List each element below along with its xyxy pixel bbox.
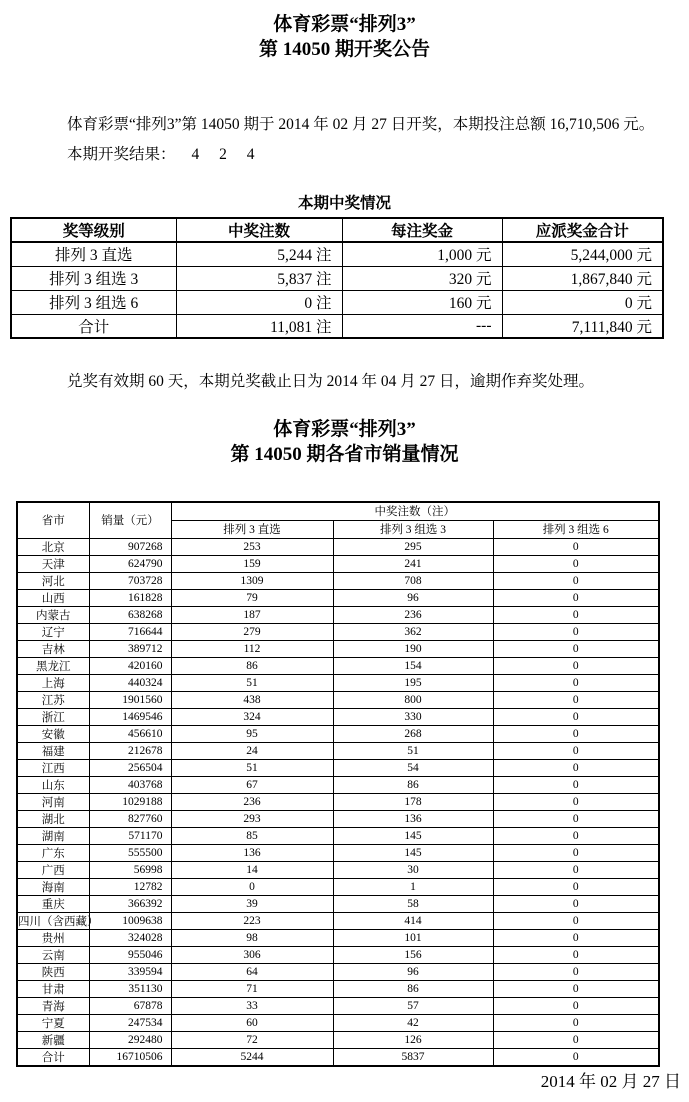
cell-zhixuan-count: 136 [171, 844, 333, 861]
sales-section-title [0, 417, 689, 467]
cell-zuxuan6-count: 0 [493, 572, 659, 589]
cell-zuxuan6-count: 0 [493, 878, 659, 895]
cell-zuxuan3-count: 241 [333, 555, 493, 572]
cell-zuxuan6-count: 0 [493, 674, 659, 691]
cell-sales-amount: 256504 [89, 759, 171, 776]
cell-zhixuan-count: 5244 [171, 1048, 333, 1066]
cell-sales-amount: 16710506 [89, 1048, 171, 1066]
cell-zuxuan3-count: 58 [333, 895, 493, 912]
cell-province: 甘肃 [17, 980, 89, 997]
cell-zuxuan6-count: 0 [493, 640, 659, 657]
cell-zuxuan6-count: 0 [493, 691, 659, 708]
cell-zhixuan-count: 39 [171, 895, 333, 912]
cell-zuxuan3-count: 145 [333, 827, 493, 844]
cell-zuxuan3-count: 51 [333, 742, 493, 759]
cell-zuxuan6-count: 0 [493, 1031, 659, 1048]
cell-zuxuan6-count: 0 [493, 810, 659, 827]
cell-prize-per-bet: --- [342, 314, 502, 338]
prize-table-row [11, 242, 663, 266]
cell-sales-amount: 1029188 [89, 793, 171, 810]
prize-table-header-row [11, 218, 663, 242]
cell-zuxuan3-count: 86 [333, 980, 493, 997]
sales-table-row [17, 929, 659, 946]
cell-sales-amount: 1469546 [89, 708, 171, 725]
sales-table-row [17, 776, 659, 793]
cell-sales-amount: 703728 [89, 572, 171, 589]
col-header-total-payout: 应派奖金合计 [502, 218, 663, 242]
page-title [0, 0, 689, 62]
title-line-1: 体育彩票“排列3” [273, 14, 416, 35]
cell-zuxuan6-count: 0 [493, 623, 659, 640]
cell-zuxuan6-count: 0 [493, 912, 659, 929]
cell-province: 重庆 [17, 895, 89, 912]
sales-table-row [17, 759, 659, 776]
cell-zhixuan-count: 279 [171, 623, 333, 640]
sales-table-row [17, 861, 659, 878]
sales-table-row [17, 946, 659, 963]
prize-table-row [11, 266, 663, 290]
cell-zuxuan6-count: 0 [493, 776, 659, 793]
sales-table [16, 501, 660, 1067]
cell-province: 吉林 [17, 640, 89, 657]
cell-zhixuan-count: 51 [171, 674, 333, 691]
sales-table-row [17, 640, 659, 657]
cell-zuxuan3-count: 42 [333, 1014, 493, 1031]
cell-prize-level: 合计 [11, 314, 176, 338]
cell-zuxuan3-count: 57 [333, 997, 493, 1014]
cell-zhixuan-count: 67 [171, 776, 333, 793]
cell-zhixuan-count: 159 [171, 555, 333, 572]
cell-zuxuan3-count: 145 [333, 844, 493, 861]
cell-zuxuan6-count: 0 [493, 759, 659, 776]
cell-total-payout: 1,867,840 元 [502, 266, 663, 290]
cell-zuxuan3-count: 126 [333, 1031, 493, 1048]
sales-table-row [17, 963, 659, 980]
cell-win-count: 5,244 注 [176, 242, 342, 266]
cell-zuxuan3-count: 330 [333, 708, 493, 725]
cell-zhixuan-count: 85 [171, 827, 333, 844]
sales-title-line-1: 体育彩票“排列3” [273, 419, 416, 440]
cell-zhixuan-count: 98 [171, 929, 333, 946]
sales-table-row [17, 1031, 659, 1048]
cell-prize-level: 排列 3 组选 6 [11, 290, 176, 314]
sales-table-row [17, 708, 659, 725]
cell-zuxuan3-count: 96 [333, 963, 493, 980]
cell-sales-amount: 351130 [89, 980, 171, 997]
cell-province: 河南 [17, 793, 89, 810]
cell-province: 北京 [17, 538, 89, 555]
cell-prize-per-bet: 1,000 元 [342, 242, 502, 266]
sales-table-header-row-1 [17, 502, 659, 520]
cell-sales-amount: 638268 [89, 606, 171, 623]
cell-zhixuan-count: 187 [171, 606, 333, 623]
cell-zhixuan-count: 14 [171, 861, 333, 878]
cell-zuxuan3-count: 154 [333, 657, 493, 674]
sales-table-row [17, 895, 659, 912]
cell-zhixuan-count: 95 [171, 725, 333, 742]
col-header-prize-per-bet: 每注奖金 [342, 218, 502, 242]
cell-sales-amount: 827760 [89, 810, 171, 827]
cell-prize-per-bet: 160 元 [342, 290, 502, 314]
cell-zuxuan6-count: 0 [493, 589, 659, 606]
cell-sales-amount: 420160 [89, 657, 171, 674]
cell-zhixuan-count: 79 [171, 589, 333, 606]
intro-paragraph: 体育彩票“排列3”第 14050 期于 2014 年 02 月 27 日开奖，本期投注总额 16,710,506 元。 [67, 116, 655, 133]
cell-zuxuan6-count: 0 [493, 946, 659, 963]
validity-note: 兑奖有效期 60 天，本期兑奖截止日为 2014 年 04 月 27 日，逾期作弃奖处理。 [67, 373, 595, 390]
sales-table-row [17, 538, 659, 555]
cell-zuxuan3-count: 190 [333, 640, 493, 657]
cell-zuxuan6-count: 0 [493, 657, 659, 674]
cell-zuxuan3-count: 156 [333, 946, 493, 963]
cell-province: 山西 [17, 589, 89, 606]
cell-zhixuan-count: 0 [171, 878, 333, 895]
cell-sales-amount: 403768 [89, 776, 171, 793]
cell-zuxuan6-count: 0 [493, 538, 659, 555]
cell-province: 辽宁 [17, 623, 89, 640]
cell-zuxuan6-count: 0 [493, 844, 659, 861]
draw-result-label: 本期开奖结果： [67, 146, 176, 163]
cell-sales-amount: 324028 [89, 929, 171, 946]
sales-table-row [17, 793, 659, 810]
cell-zuxuan6-count: 0 [493, 1014, 659, 1031]
cell-province: 广西 [17, 861, 89, 878]
cell-sales-amount: 161828 [89, 589, 171, 606]
cell-zuxuan6-count: 0 [493, 606, 659, 623]
title-line-2: 第 14050 期开奖公告 [258, 39, 430, 60]
cell-prize-per-bet: 320 元 [342, 266, 502, 290]
cell-zuxuan3-count: 708 [333, 572, 493, 589]
cell-province: 河北 [17, 572, 89, 589]
draw-result-line [0, 140, 689, 170]
cell-zhixuan-count: 1309 [171, 572, 333, 589]
sales-table-row [17, 725, 659, 742]
sales-table-row [17, 589, 659, 606]
cell-zuxuan3-count: 1 [333, 878, 493, 895]
cell-province: 上海 [17, 674, 89, 691]
prize-table-caption: 本期中奖情况 [297, 195, 391, 212]
cell-sales-amount: 67878 [89, 997, 171, 1014]
cell-sales-amount: 12782 [89, 878, 171, 895]
prize-table-row [11, 314, 663, 338]
sales-table-row [17, 606, 659, 623]
cell-sales-amount: 212678 [89, 742, 171, 759]
cell-province: 贵州 [17, 929, 89, 946]
cell-zuxuan3-count: 295 [333, 538, 493, 555]
sales-table-row [17, 742, 659, 759]
col-header-sales: 销量（元） [89, 502, 171, 538]
col-header-province: 省市 [17, 502, 89, 538]
prize-table-row [11, 290, 663, 314]
sales-table-row [17, 691, 659, 708]
cell-win-count: 0 注 [176, 290, 342, 314]
cell-sales-amount: 247534 [89, 1014, 171, 1031]
cell-zuxuan3-count: 195 [333, 674, 493, 691]
cell-zhixuan-count: 438 [171, 691, 333, 708]
cell-zhixuan-count: 293 [171, 810, 333, 827]
cell-zuxuan3-count: 30 [333, 861, 493, 878]
cell-zuxuan3-count: 101 [333, 929, 493, 946]
sales-table-row [17, 844, 659, 861]
footer-date: 2014 年 02 月 27 日 [540, 1071, 681, 1091]
draw-result-value: 4 2 4 [191, 146, 263, 163]
cell-province: 陕西 [17, 963, 89, 980]
cell-zhixuan-count: 86 [171, 657, 333, 674]
cell-zuxuan3-count: 54 [333, 759, 493, 776]
sales-table-row [17, 674, 659, 691]
cell-zuxuan6-count: 0 [493, 861, 659, 878]
cell-sales-amount: 716644 [89, 623, 171, 640]
cell-zhixuan-count: 236 [171, 793, 333, 810]
sales-table-row [17, 878, 659, 895]
cell-prize-level: 排列 3 组选 3 [11, 266, 176, 290]
cell-sales-amount: 389712 [89, 640, 171, 657]
cell-province: 海南 [17, 878, 89, 895]
cell-zhixuan-count: 60 [171, 1014, 333, 1031]
cell-sales-amount: 456610 [89, 725, 171, 742]
cell-province: 广东 [17, 844, 89, 861]
cell-sales-amount: 56998 [89, 861, 171, 878]
cell-sales-amount: 339594 [89, 963, 171, 980]
cell-sales-amount: 1009638 [89, 912, 171, 929]
cell-sales-amount: 440324 [89, 674, 171, 691]
cell-zuxuan3-count: 414 [333, 912, 493, 929]
cell-total-payout: 5,244,000 元 [502, 242, 663, 266]
cell-zhixuan-count: 64 [171, 963, 333, 980]
cell-province: 江西 [17, 759, 89, 776]
sales-table-row [17, 657, 659, 674]
sales-table-row [17, 997, 659, 1014]
cell-zuxuan6-count: 0 [493, 827, 659, 844]
cell-zuxuan3-count: 136 [333, 810, 493, 827]
cell-zuxuan6-count: 0 [493, 742, 659, 759]
sales-table-row [17, 1048, 659, 1066]
cell-province: 合计 [17, 1048, 89, 1066]
cell-win-count: 11,081 注 [176, 314, 342, 338]
cell-zuxuan6-count: 0 [493, 997, 659, 1014]
cell-zhixuan-count: 71 [171, 980, 333, 997]
cell-province: 浙江 [17, 708, 89, 725]
cell-zhixuan-count: 112 [171, 640, 333, 657]
cell-zhixuan-count: 223 [171, 912, 333, 929]
cell-province: 内蒙古 [17, 606, 89, 623]
cell-zuxuan3-count: 86 [333, 776, 493, 793]
cell-sales-amount: 1901560 [89, 691, 171, 708]
col-header-prize-level: 奖等级别 [11, 218, 176, 242]
cell-total-payout: 7,111,840 元 [502, 314, 663, 338]
cell-province: 安徽 [17, 725, 89, 742]
cell-province: 湖南 [17, 827, 89, 844]
cell-sales-amount: 555500 [89, 844, 171, 861]
sales-table-row [17, 572, 659, 589]
sales-table-row [17, 980, 659, 997]
sales-table-row [17, 810, 659, 827]
col-header-win-count: 中奖注数 [176, 218, 342, 242]
cell-zuxuan6-count: 0 [493, 1048, 659, 1066]
sales-table-row [17, 623, 659, 640]
sales-table-row [17, 1014, 659, 1031]
sales-table-row [17, 912, 659, 929]
cell-zuxuan6-count: 0 [493, 555, 659, 572]
cell-zuxuan6-count: 0 [493, 725, 659, 742]
cell-province: 青海 [17, 997, 89, 1014]
cell-zhixuan-count: 51 [171, 759, 333, 776]
cell-zuxuan6-count: 0 [493, 963, 659, 980]
cell-prize-level: 排列 3 直选 [11, 242, 176, 266]
cell-zuxuan3-count: 362 [333, 623, 493, 640]
cell-province: 湖北 [17, 810, 89, 827]
cell-zuxuan6-count: 0 [493, 793, 659, 810]
cell-province: 山东 [17, 776, 89, 793]
col-header-zuxuan3: 排列 3 组选 3 [333, 520, 493, 538]
cell-zhixuan-count: 33 [171, 997, 333, 1014]
col-header-zhixuan: 排列 3 直选 [171, 520, 333, 538]
cell-sales-amount: 624790 [89, 555, 171, 572]
cell-sales-amount: 292480 [89, 1031, 171, 1048]
cell-province: 新疆 [17, 1031, 89, 1048]
cell-sales-amount: 571170 [89, 827, 171, 844]
cell-province: 黑龙江 [17, 657, 89, 674]
cell-zuxuan3-count: 96 [333, 589, 493, 606]
cell-zuxuan6-count: 0 [493, 980, 659, 997]
cell-zhixuan-count: 72 [171, 1031, 333, 1048]
cell-sales-amount: 366392 [89, 895, 171, 912]
cell-zuxuan6-count: 0 [493, 895, 659, 912]
cell-zhixuan-count: 324 [171, 708, 333, 725]
cell-zhixuan-count: 306 [171, 946, 333, 963]
cell-zuxuan6-count: 0 [493, 708, 659, 725]
col-header-win-counts-group: 中奖注数（注） [171, 502, 659, 520]
cell-zuxuan3-count: 178 [333, 793, 493, 810]
cell-win-count: 5,837 注 [176, 266, 342, 290]
cell-province: 四川（含西藏） [17, 912, 89, 929]
cell-zhixuan-count: 253 [171, 538, 333, 555]
col-header-zuxuan6: 排列 3 组选 6 [493, 520, 659, 538]
cell-zuxuan6-count: 0 [493, 929, 659, 946]
sales-table-row [17, 555, 659, 572]
cell-sales-amount: 955046 [89, 946, 171, 963]
sales-table-row [17, 827, 659, 844]
cell-zuxuan3-count: 800 [333, 691, 493, 708]
cell-zhixuan-count: 24 [171, 742, 333, 759]
cell-sales-amount: 907268 [89, 538, 171, 555]
sales-title-line-2: 第 14050 期各省市销量情况 [230, 444, 459, 465]
cell-zuxuan3-count: 268 [333, 725, 493, 742]
cell-province: 江苏 [17, 691, 89, 708]
prize-table [10, 217, 664, 339]
cell-zuxuan3-count: 5837 [333, 1048, 493, 1066]
cell-province: 宁夏 [17, 1014, 89, 1031]
cell-province: 天津 [17, 555, 89, 572]
cell-province: 云南 [17, 946, 89, 963]
cell-total-payout: 0 元 [502, 290, 663, 314]
cell-province: 福建 [17, 742, 89, 759]
cell-zuxuan3-count: 236 [333, 606, 493, 623]
